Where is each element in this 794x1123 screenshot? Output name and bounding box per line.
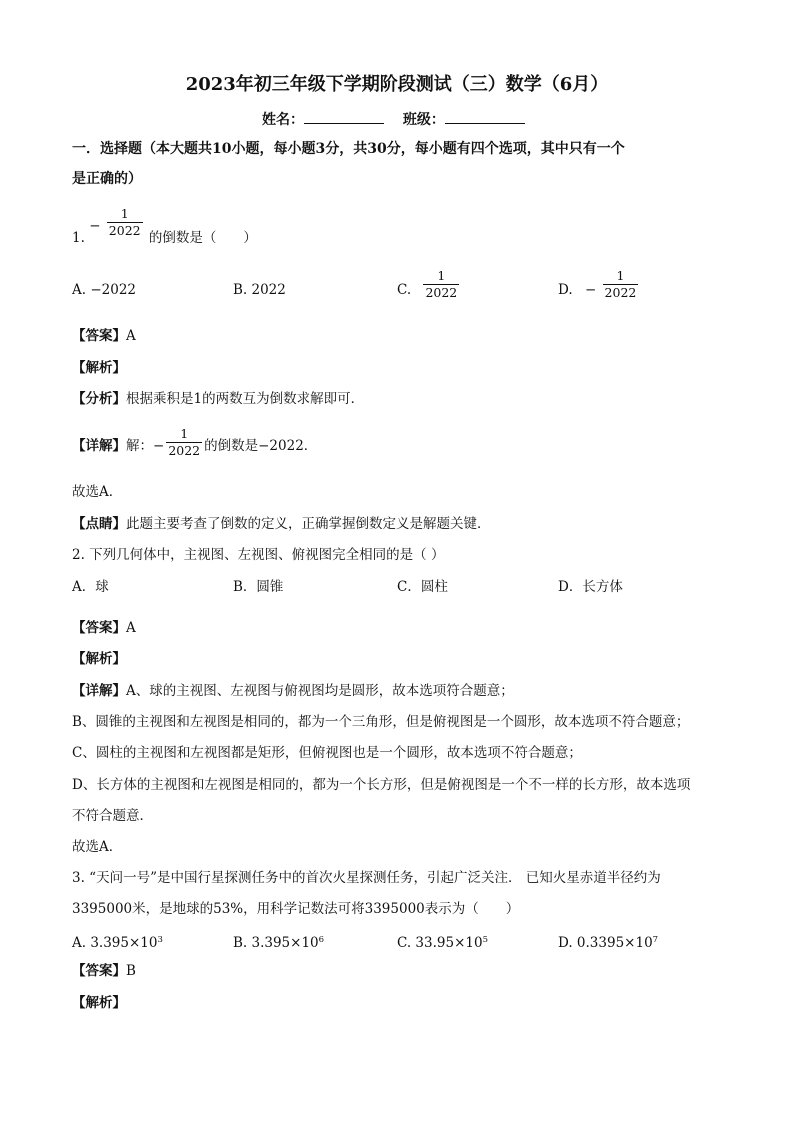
q3-option-a-exponent: 3 [157,935,163,945]
q1-option-d-fraction [603,268,639,301]
q1-analysis-tag: 【分析】 [72,391,126,407]
q2-option-d: D．长方体 [558,579,623,595]
q2-option-b: B．圆锥 [233,579,284,595]
q1-option-d-minus: − [584,282,597,298]
q3-answer [72,961,136,981]
name-label: 姓名： [262,112,304,128]
q2-detail-line-a [72,681,514,701]
class-blank[interactable] [445,109,525,124]
q2-detail-line-c: C、圆柱的主视图和左视图都是矩形，但俯视图也是一个圆形，故本选项不符合题意； [72,745,582,761]
student-info-row [262,109,539,129]
q2-answer [72,618,136,638]
q3-option-a-base: A. 3.395×10 [72,935,158,951]
q1-option-c-numerator: 1 [437,268,446,283]
section-heading-line2: 是正确的） [72,171,142,187]
q3-option-c [397,930,488,953]
q2-stem: 2. 下列几何体中，主视图、左视图、俯视图完全相同的是（ ） [72,547,445,563]
q2-detail-tag: 【详解】 [72,683,126,699]
q1-option-c-fraction [423,268,459,301]
q1-option-d-numerator: 1 [616,268,625,283]
q1-detail-pre: 解： [126,438,153,454]
q1-option-d-denominator: 2022 [604,285,637,300]
q1-option-c-denominator: 2022 [425,285,458,300]
q1-conclusion: 故选A． [72,484,123,500]
q1-fraction [107,206,143,239]
q1-detail-tail: 的倒数是−2022． [204,438,318,454]
q2-answer-tag: 【答案】 [72,620,126,636]
q1-option-c [397,268,461,301]
q3-answer-tag: 【答案】 [72,963,126,979]
q1-option-d-label: D. [558,282,573,298]
q3-option-d-exponent: 7 [652,935,659,945]
q1-stem [72,206,257,248]
q3-stem-line1: 3. “天问一号”是中国行星探测任务中的首次火星探测任务，引起广泛关注． 已知火星赤道半径约为 [72,870,661,886]
q3-option-d [558,930,658,953]
section-heading-line1: 一．选择题（本大题共10小题，每小题3分，共30分，每小题有四个选项，其中只有一个 [72,141,625,157]
name-blank[interactable] [304,109,384,124]
q1-option-c-label: C. [397,282,412,298]
q1-option-a: A. −2022 [72,282,136,298]
q1-answer-value: A [126,328,136,344]
q1-fraction-numerator: 1 [120,206,129,221]
q2-answer-value: A [126,620,136,636]
q1-detail-fraction [166,426,202,459]
q3-option-d-base: D. 0.3395×10 [558,935,653,951]
q1-analysis [72,389,364,409]
q3-answer-value: B [126,963,136,979]
class-label: 班级： [402,112,445,128]
q1-detail-minus: − [153,438,165,454]
q1-stem-tail: 的倒数是（ ） [148,230,257,246]
q1-remark-text: 此题主要考查了倒数的定义，正确掌握倒数定义是解题关键． [126,516,491,532]
q1-analysis-text: 根据乘积是1的两数互为倒数求解即可． [126,391,365,407]
q2-detail-line-d1: D、长方体的主视图和左视图是相同的，都为一个长方形，但是俯视图是一个不一样的长方形，故本选项 [72,777,691,793]
q3-option-a [72,930,163,953]
q1-option-d [558,268,640,301]
q1-detail-numerator: 1 [180,426,189,441]
q2-conclusion: 故选A． [72,839,123,855]
q1-detail [72,426,317,459]
q1-fraction-denominator: 2022 [108,223,141,238]
q1-minus-sign: − [89,218,101,234]
q1-answer [72,326,136,346]
q1-jiexi-tag: 【解析】 [72,360,126,376]
q3-stem-line2: 3395000米，是地球的53%，用科学记数法可将3395000表示为（ ） [72,901,520,917]
q1-remark-tag: 【点睛】 [72,516,126,532]
q3-option-b-exponent: 6 [318,935,325,945]
q3-option-c-base: C. 33.95×10 [397,935,483,951]
q2-jiexi-tag: 【解析】 [72,651,126,667]
q2-detail-text-a: A、球的主视图、左视图与俯视图均是圆形，故本选项符合题意； [126,683,514,699]
q2-option-c: C．圆柱 [397,579,448,595]
q3-option-b [233,930,324,953]
q1-answer-tag: 【答案】 [72,328,126,344]
q2-detail-line-b: B、圆锥的主视图和左视图是相同的，都为一个三角形，但是俯视图是一个圆形，故本选项不符合题意； [72,714,690,730]
q1-number: 1. [72,230,85,246]
q1-remark [72,514,491,534]
q1-detail-tag: 【详解】 [72,438,126,454]
q3-jiexi-tag: 【解析】 [72,995,126,1011]
q3-option-c-exponent: 5 [482,935,488,945]
q3-option-b-base: B. 3.395×10 [233,935,319,951]
q2-option-a: A．球 [72,579,109,595]
q2-detail-line-d2: 不符合题意． [72,808,153,824]
q1-option-b: B. 2022 [233,282,286,298]
q1-detail-denominator: 2022 [168,443,201,458]
page-title: 2023年初三年级下学期阶段测试（三）数学（6月） [185,74,609,95]
